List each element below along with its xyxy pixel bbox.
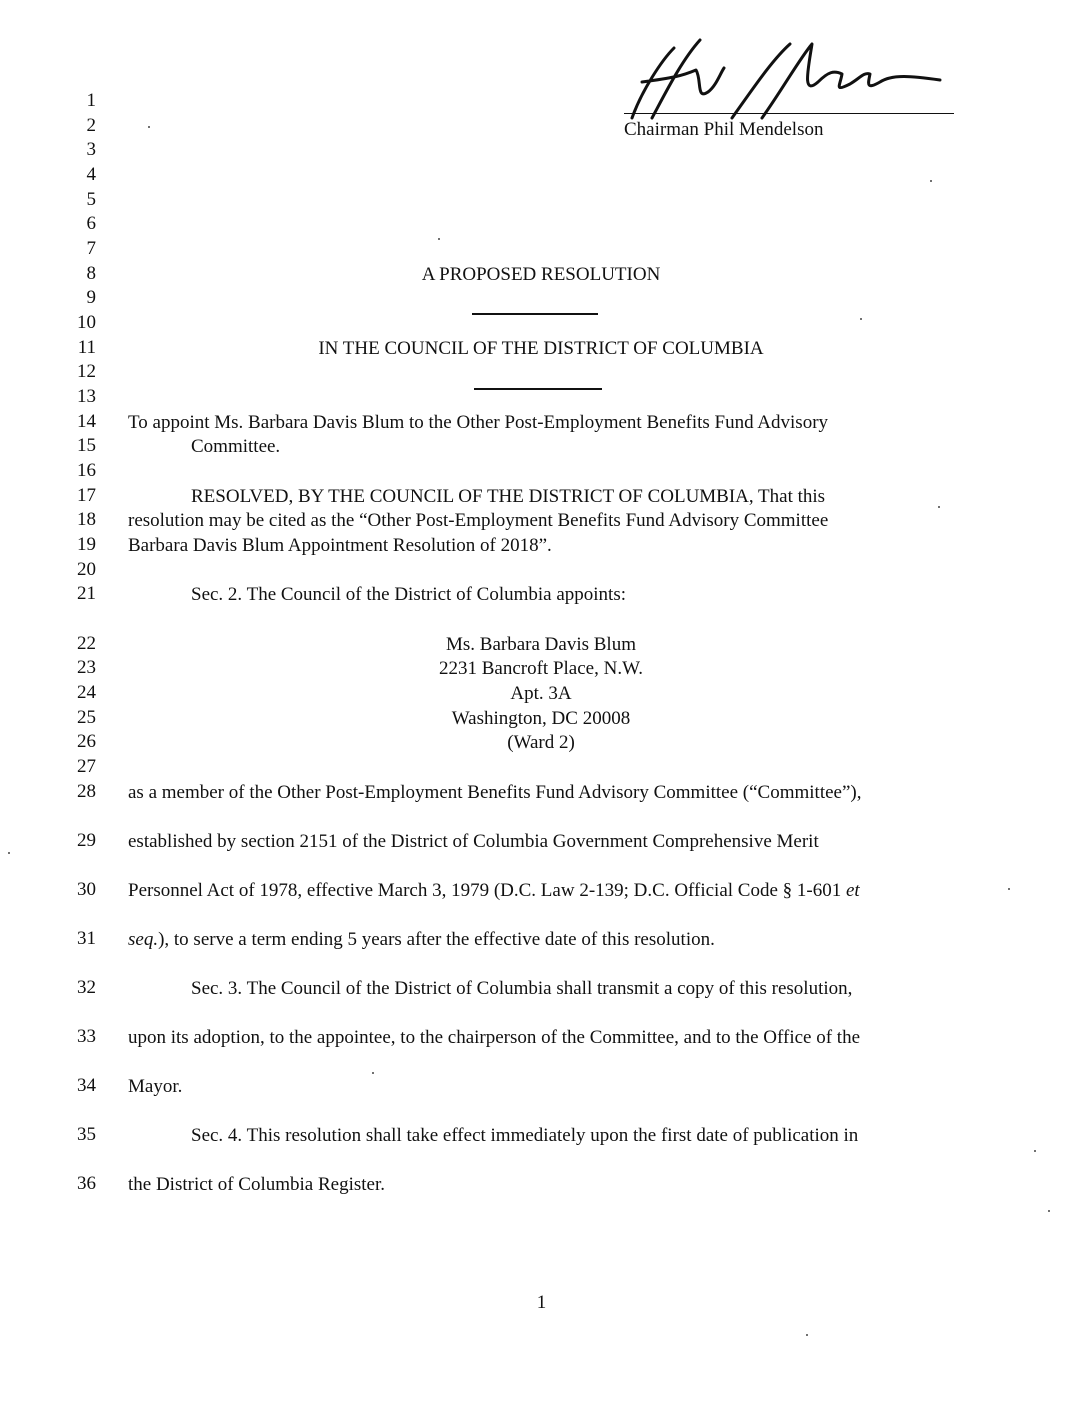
sec4-line-2: the District of Columbia Register. <box>128 1174 385 1195</box>
line-number: 5 <box>86 189 96 210</box>
sec3-line-1: Sec. 3. The Council of the District of Columbia shall transmit a copy of this resolution, <box>191 978 853 999</box>
purpose-line-2: Committee. <box>191 436 281 457</box>
resolved-line-3: Barbara Davis Blum Appointment Resolution of 2018”. <box>128 535 552 556</box>
appointee-city: Washington, DC 20008 <box>451 708 631 729</box>
appointee-apt: Apt. 3A <box>510 683 572 704</box>
scan-speck <box>148 126 150 128</box>
latin-seq: seq. <box>128 929 159 950</box>
line-number: 4 <box>86 164 96 185</box>
signatory-name: Chairman Phil Mendelson <box>624 119 824 140</box>
signature-image <box>612 30 942 130</box>
line-number: 13 <box>77 386 96 407</box>
scan-speck <box>1048 1210 1050 1212</box>
line-number: 35 <box>77 1124 96 1145</box>
appointee-ward: (Ward 2) <box>507 732 575 753</box>
line-number: 30 <box>77 879 96 900</box>
line-number: 11 <box>77 337 96 358</box>
line-number: 15 <box>77 435 96 456</box>
sec2-paragraph-line-3 <box>128 879 860 903</box>
sec2-term: ), to serve a term ending 5 years after the effective date of this resolution. <box>158 929 715 950</box>
line-number: 24 <box>77 682 96 703</box>
scan-speck <box>1034 1150 1036 1152</box>
line-number: 28 <box>77 781 96 802</box>
line-number: 31 <box>77 928 96 949</box>
scan-speck <box>938 506 940 508</box>
scan-speck <box>438 238 440 240</box>
line-number: 36 <box>77 1173 96 1194</box>
issuing-body: IN THE COUNCIL OF THE DISTRICT OF COLUMBIA <box>318 338 764 359</box>
line-number: 18 <box>77 509 96 530</box>
sec3-line-2: upon its adoption, to the appointee, to the chairperson of the Committee, and to the Office of the <box>128 1027 861 1048</box>
page-number: 1 <box>536 1292 547 1313</box>
scan-speck <box>930 180 932 182</box>
line-number: 9 <box>86 287 96 308</box>
signature-line <box>624 113 954 114</box>
sec2-intro: Sec. 2. The Council of the District of Columbia appoints: <box>191 584 627 605</box>
line-number: 19 <box>77 534 96 555</box>
line-number: 29 <box>77 830 96 851</box>
line-number: 33 <box>77 1026 96 1047</box>
sec3-line-3: Mayor. <box>128 1076 183 1097</box>
resolved-line-1: RESOLVED, BY THE COUNCIL OF THE DISTRICT OF COLUMBIA, That this <box>191 486 826 507</box>
sec2-paragraph-line-4 <box>128 928 715 952</box>
scan-speck <box>860 318 862 320</box>
line-number: 32 <box>77 977 96 998</box>
line-number: 22 <box>77 633 96 654</box>
line-number: 8 <box>86 263 96 284</box>
line-number: 6 <box>86 213 96 234</box>
line-number: 26 <box>77 731 96 752</box>
line-number: 2 <box>86 115 96 136</box>
sec2-citation: Personnel Act of 1978, effective March 3, 1979 (D.C. Law 2-139; D.C. Official Code § 1-601 <box>128 880 846 901</box>
line-number: 20 <box>77 559 96 580</box>
appointee-street: 2231 Bancroft Place, N.W. <box>438 658 644 679</box>
latin-et: et <box>845 880 860 901</box>
appointee-name: Ms. Barbara Davis Blum <box>446 634 636 655</box>
sec2-paragraph-line-1: as a member of the Other Post-Employment Benefits Fund Advisory Committee (“Committee”), <box>128 782 862 803</box>
line-number: 27 <box>77 756 96 777</box>
body-divider <box>474 388 602 390</box>
purpose-line-1: To appoint Ms. Barbara Davis Blum to the Other Post-Employment Benefits Fund Advisory <box>128 412 829 433</box>
line-number: 23 <box>77 657 96 678</box>
line-number: 3 <box>86 139 96 160</box>
line-number: 21 <box>77 583 96 604</box>
title-divider <box>472 313 598 315</box>
line-number: 34 <box>77 1075 96 1096</box>
line-number: 16 <box>77 460 96 481</box>
line-number: 10 <box>77 312 96 333</box>
scan-speck <box>806 1334 808 1336</box>
line-number: 14 <box>77 411 96 432</box>
line-number: 17 <box>77 485 96 506</box>
scan-speck <box>8 852 10 854</box>
sec2-paragraph-line-2: established by section 2151 of the District of Columbia Government Comprehensive Merit <box>128 831 819 852</box>
line-number: 1 <box>86 90 96 111</box>
document-title: A PROPOSED RESOLUTION <box>421 264 661 285</box>
line-number: 25 <box>77 707 96 728</box>
scan-speck <box>1008 888 1010 890</box>
resolved-line-2: resolution may be cited as the “Other Post-Employment Benefits Fund Advisory Committee <box>128 510 829 531</box>
scan-speck <box>372 1072 374 1074</box>
line-number: 12 <box>77 361 96 382</box>
sec4-line-1: Sec. 4. This resolution shall take effect immediately upon the first date of publication in <box>191 1125 859 1146</box>
line-number: 7 <box>86 238 96 259</box>
